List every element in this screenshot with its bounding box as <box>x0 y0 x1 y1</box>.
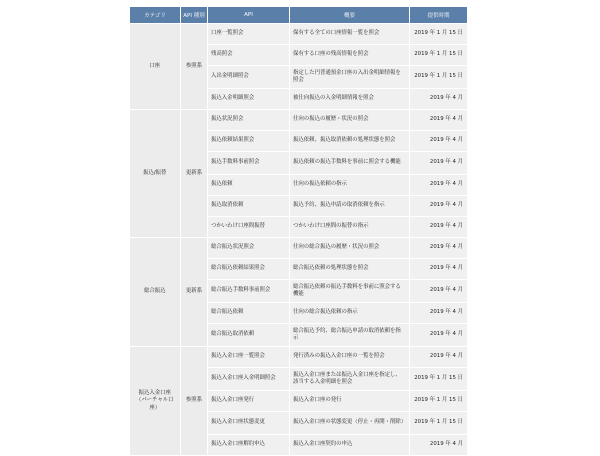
release-cell: 2019 年 4 月 <box>410 259 468 280</box>
api-cell: 振込入金口座状態変更 <box>208 412 290 435</box>
summary-cell: つかいわけ口座間の振替の指示 <box>290 217 410 238</box>
header-api: API <box>208 7 290 24</box>
api-table <box>129 6 468 456</box>
release-cell: 2019 年 4 月 <box>410 303 468 324</box>
api-cell: 振込取消依頼 <box>208 196 290 217</box>
summary-cell: 仕向の総合振込の履歴・状況の照会 <box>290 238 410 259</box>
api-cell: つかいわけ口座間振替 <box>208 217 290 238</box>
api-type-cell: 更新系 <box>181 110 208 238</box>
api-cell: 振込手数料事前照会 <box>208 152 290 175</box>
category-cell: 口座 <box>130 24 181 110</box>
summary-cell: 仕向の振込依頼の指示 <box>290 175 410 196</box>
release-cell: 2019 年 4 月 <box>410 131 468 152</box>
summary-cell: 振込入金口座または振込入金口座を指定し、該当する入金明細を照会 <box>290 368 410 391</box>
release-cell: 2019 年 1 月 15 日 <box>410 391 468 412</box>
release-cell: 2019 年 4 月 <box>410 152 468 175</box>
release-cell: 2019 年 1 月 15 日 <box>410 412 468 435</box>
api-type-cell: 更新系 <box>181 238 208 347</box>
api-cell: 入出金明細照会 <box>208 66 290 89</box>
api-cell: 振込入金口座解約申込 <box>208 435 290 456</box>
api-cell: 振込依頼結果照会 <box>208 131 290 152</box>
summary-cell: 総合振込予約、総合振込申請の取消依頼を指示 <box>290 324 410 347</box>
summary-cell: 保有する全ての口座情報一覧を照会 <box>290 24 410 45</box>
summary-cell: 保有する口座の残高情報を照会 <box>290 45 410 66</box>
release-cell: 2019 年 4 月 <box>410 347 468 368</box>
api-cell: 振込状況照会 <box>208 110 290 131</box>
release-cell: 2019 年 4 月 <box>410 324 468 347</box>
category-cell: 振込入金口座 （バーチャル口座） <box>130 347 181 456</box>
api-cell: 総合振込依頼 <box>208 303 290 324</box>
release-cell: 2019 年 4 月 <box>410 110 468 131</box>
release-cell: 2019 年 1 月 15 日 <box>410 66 468 89</box>
header-row <box>130 7 468 24</box>
summary-cell: 指定した円普通預金口座の入出金明細情報を照会 <box>290 66 410 89</box>
api-type-cell: 参照系 <box>181 24 208 110</box>
summary-cell: 発行済みの振込入金口座の一覧を照会 <box>290 347 410 368</box>
header-api-type: API 種別 <box>181 7 208 24</box>
summary-cell: 振込入金口座契約の申込 <box>290 435 410 456</box>
release-cell: 2019 年 4 月 <box>410 196 468 217</box>
summary-cell: 総合振込依頼の振込手数料を事前に照会する機能 <box>290 280 410 303</box>
api-cell: 口座一覧照会 <box>208 24 290 45</box>
summary-cell: 仕向の総合振込依頼の指示 <box>290 303 410 324</box>
api-cell: 総合振込状況照会 <box>208 238 290 259</box>
api-cell: 振込入金明細照会 <box>208 89 290 110</box>
api-cell: 振込入金口座入金明細照会 <box>208 368 290 391</box>
summary-cell: 振込依頼の振込手数料を事前に照会する機能 <box>290 152 410 175</box>
api-cell: 総合振込依頼結果照会 <box>208 259 290 280</box>
release-cell: 2019 年 4 月 <box>410 280 468 303</box>
release-cell: 2019 年 4 月 <box>410 435 468 456</box>
api-cell: 振込入金口座一覧照会 <box>208 347 290 368</box>
summary-cell: 振込入金口座の発行 <box>290 391 410 412</box>
summary-cell: 仕向の振込の履歴・状況の照会 <box>290 110 410 131</box>
api-cell: 振込依頼 <box>208 175 290 196</box>
release-cell: 2019 年 1 月 15 日 <box>410 45 468 66</box>
release-cell: 2019 年 1 月 15 日 <box>410 368 468 391</box>
table-row <box>130 110 468 131</box>
table-row <box>130 347 468 368</box>
category-cell: 総合振込 <box>130 238 181 347</box>
api-cell: 残高照会 <box>208 45 290 66</box>
table-row <box>130 238 468 259</box>
release-cell: 2019 年 1 月 15 日 <box>410 24 468 45</box>
release-cell: 2019 年 4 月 <box>410 175 468 196</box>
api-type-cell: 参照系 <box>181 347 208 456</box>
summary-cell: 振込入金口座の状態変更（停止・再開・削除） <box>290 412 410 435</box>
api-cell: 総合振込手数料事前照会 <box>208 280 290 303</box>
category-cell: 振込/振替 <box>130 110 181 238</box>
header-summary: 概要 <box>290 7 410 24</box>
release-cell: 2019 年 4 月 <box>410 217 468 238</box>
header-release: 提供時期 <box>410 7 468 24</box>
api-cell: 総合振込取消依頼 <box>208 324 290 347</box>
summary-cell: 振込依頼、振込取消依頼の処理状態を照会 <box>290 131 410 152</box>
release-cell: 2019 年 4 月 <box>410 238 468 259</box>
summary-cell: 総合振込依頼の処理状態を照会 <box>290 259 410 280</box>
summary-cell: 被仕向振込の入金明細情報を照会 <box>290 89 410 110</box>
summary-cell: 振込予約、振込申請の取消依頼を指示 <box>290 196 410 217</box>
api-cell: 振込入金口座発行 <box>208 391 290 412</box>
table-row <box>130 24 468 45</box>
header-category: カテゴリ <box>130 7 181 24</box>
release-cell: 2019 年 4 月 <box>410 89 468 110</box>
